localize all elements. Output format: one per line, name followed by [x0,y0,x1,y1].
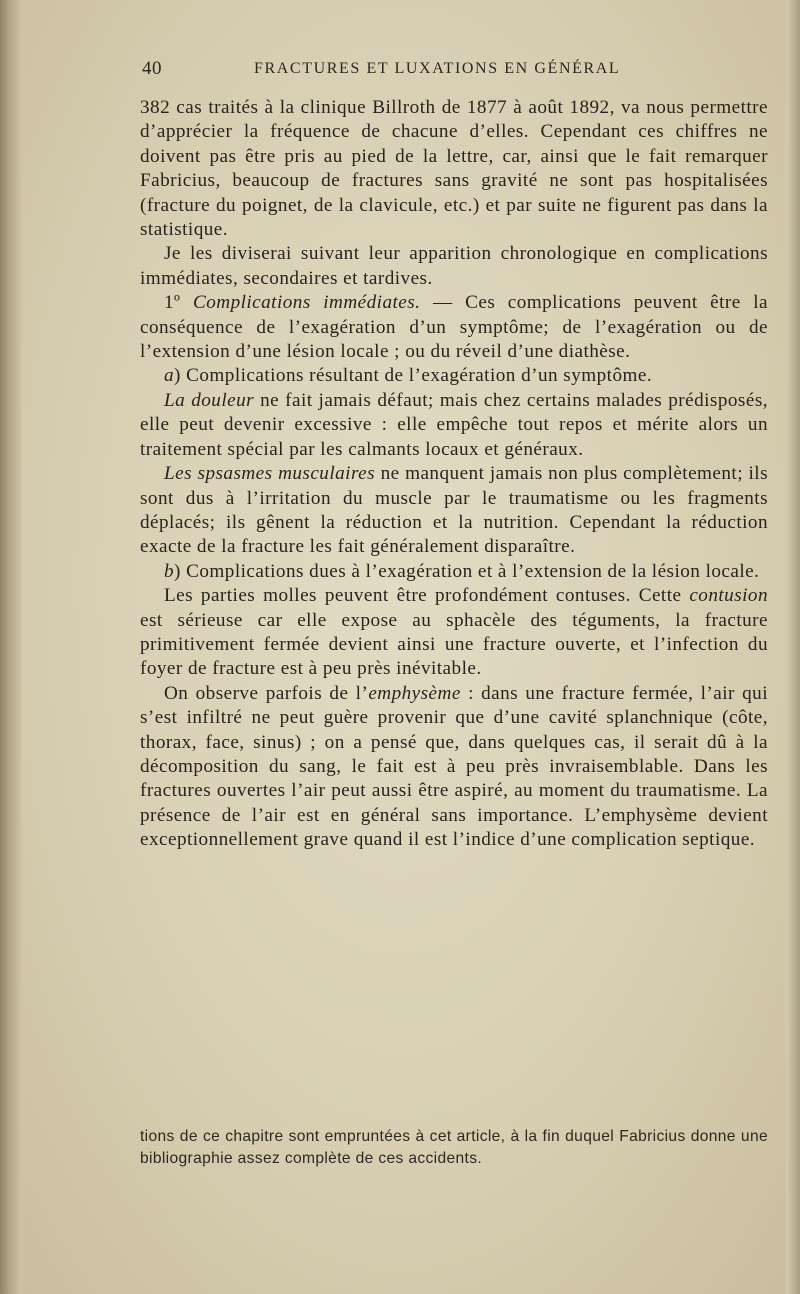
paragraph-4-text: ) Complications résultant de l’exagération d’un symptôme. [174,365,653,387]
paragraph-9-text-a: On observe parfois de l’ [164,682,369,704]
page-number: 40 [142,58,162,79]
page-header [142,58,768,86]
paragraph-3 [140,291,768,364]
term-douleur: La douleur [164,389,255,411]
paragraph-7-text: ) Complications dues à l’exagération et à l’extension de la lésion locale. [174,560,760,582]
paragraph-1 [140,96,768,242]
subsection-letter-b: b [164,560,175,582]
paragraph-6 [140,462,768,560]
page-gutter-shadow [0,0,22,1294]
paragraph-9-text-b: : dans une fracture fermée, l’air qui s’est infiltré ne peut guère provenir que d’une cavité splanchnique (côte, thorax, face, sinus) ; on a pensé que, dans quelques cas, il serait dû à la décomposition du sang, le fait est à peu près invraisemblable. Dans les fractures ouvertes l’air peut aussi être aspiré, au moment du traumatisme. La présence de l’air est en général sans importance. L’emphysème devient exceptionnellement grave quand il est l’indice d’une complication septique. [140,682,768,851]
term-spasmes: Les spsasmes musculaires [164,463,376,485]
paragraph-5-text: ne fait jamais défaut; mais chez certains malades prédisposés, elle peut devenir excessive : elle empêche tout repos et mérite alors un traitement spécial par les calmants locaux et généraux. [140,389,768,460]
paragraph-8-text-b: est sérieuse car elle expose au sphacèle des téguments, la fracture primitivement fermée devient ainsi une fracture ouverte, et l’infection du foyer de fracture est à peu près inévitable. [140,609,768,680]
paragraph-2 [140,242,768,291]
section-heading: Complications immédiates. [192,292,421,314]
running-head: FRACTURES ET LUXATIONS EN GÉNÉRAL [254,60,621,77]
paragraph-1-text: 382 cas traités à la clinique Billroth de 1877 à août 1892, va nous permettre d’apprécier la fréquence de chacune d’elles. Cependant ces chiffres ne doivent pas être pris au pied de la lettre, car, ainsi que le fait remarquer Fabricius, beaucoup de fractures sans gravité ne sont pas hospitalisées (fracture du poignet, de la clavicule, etc.) et par suite ne figurent pas dans la statistique. [140,97,768,241]
page-edge [786,0,800,1294]
term-contusion: contusion [689,585,768,607]
paragraph-9 [140,682,768,853]
footnote [140,1126,768,1169]
paragraph-8 [140,584,768,682]
paragraph-4 [140,364,768,388]
body-text [140,96,768,853]
paragraph-6-text: ne manquent jamais non plus complètement; ils sont dus à l’irritation du muscle par le traumatisme ou les fragments déplacés; ils gênent la réduction et la nutrition. Cependant la réduction exacte de la fracture les fait généralement disparaître. [140,463,768,558]
term-emphyseme: emphysème [368,682,461,704]
paragraph-2-text: Je les diviserai suivant leur apparition chronologique en complications immédiates, secondaires et tardives. [140,243,768,289]
paragraph-8-text-a: Les parties molles peuvent être profondément contuses. Cette [164,585,690,607]
paragraph-7 [140,560,768,584]
footnote-text: tions de ce chapitre sont empruntées à cet article, à la fin duquel Fabricius donne une bibliographie assez complète de ces accidents. [140,1128,768,1167]
subsection-letter-a: a [164,365,175,387]
paragraph-3-text: — Ces complications peuvent être la conséquence de l’exagération d’un symptôme; de l’exagération ou de l’extension d’une lésion locale ; ou du réveil d’une diathèse. [140,292,768,363]
section-number: 1º [164,292,193,314]
paragraph-5 [140,389,768,462]
